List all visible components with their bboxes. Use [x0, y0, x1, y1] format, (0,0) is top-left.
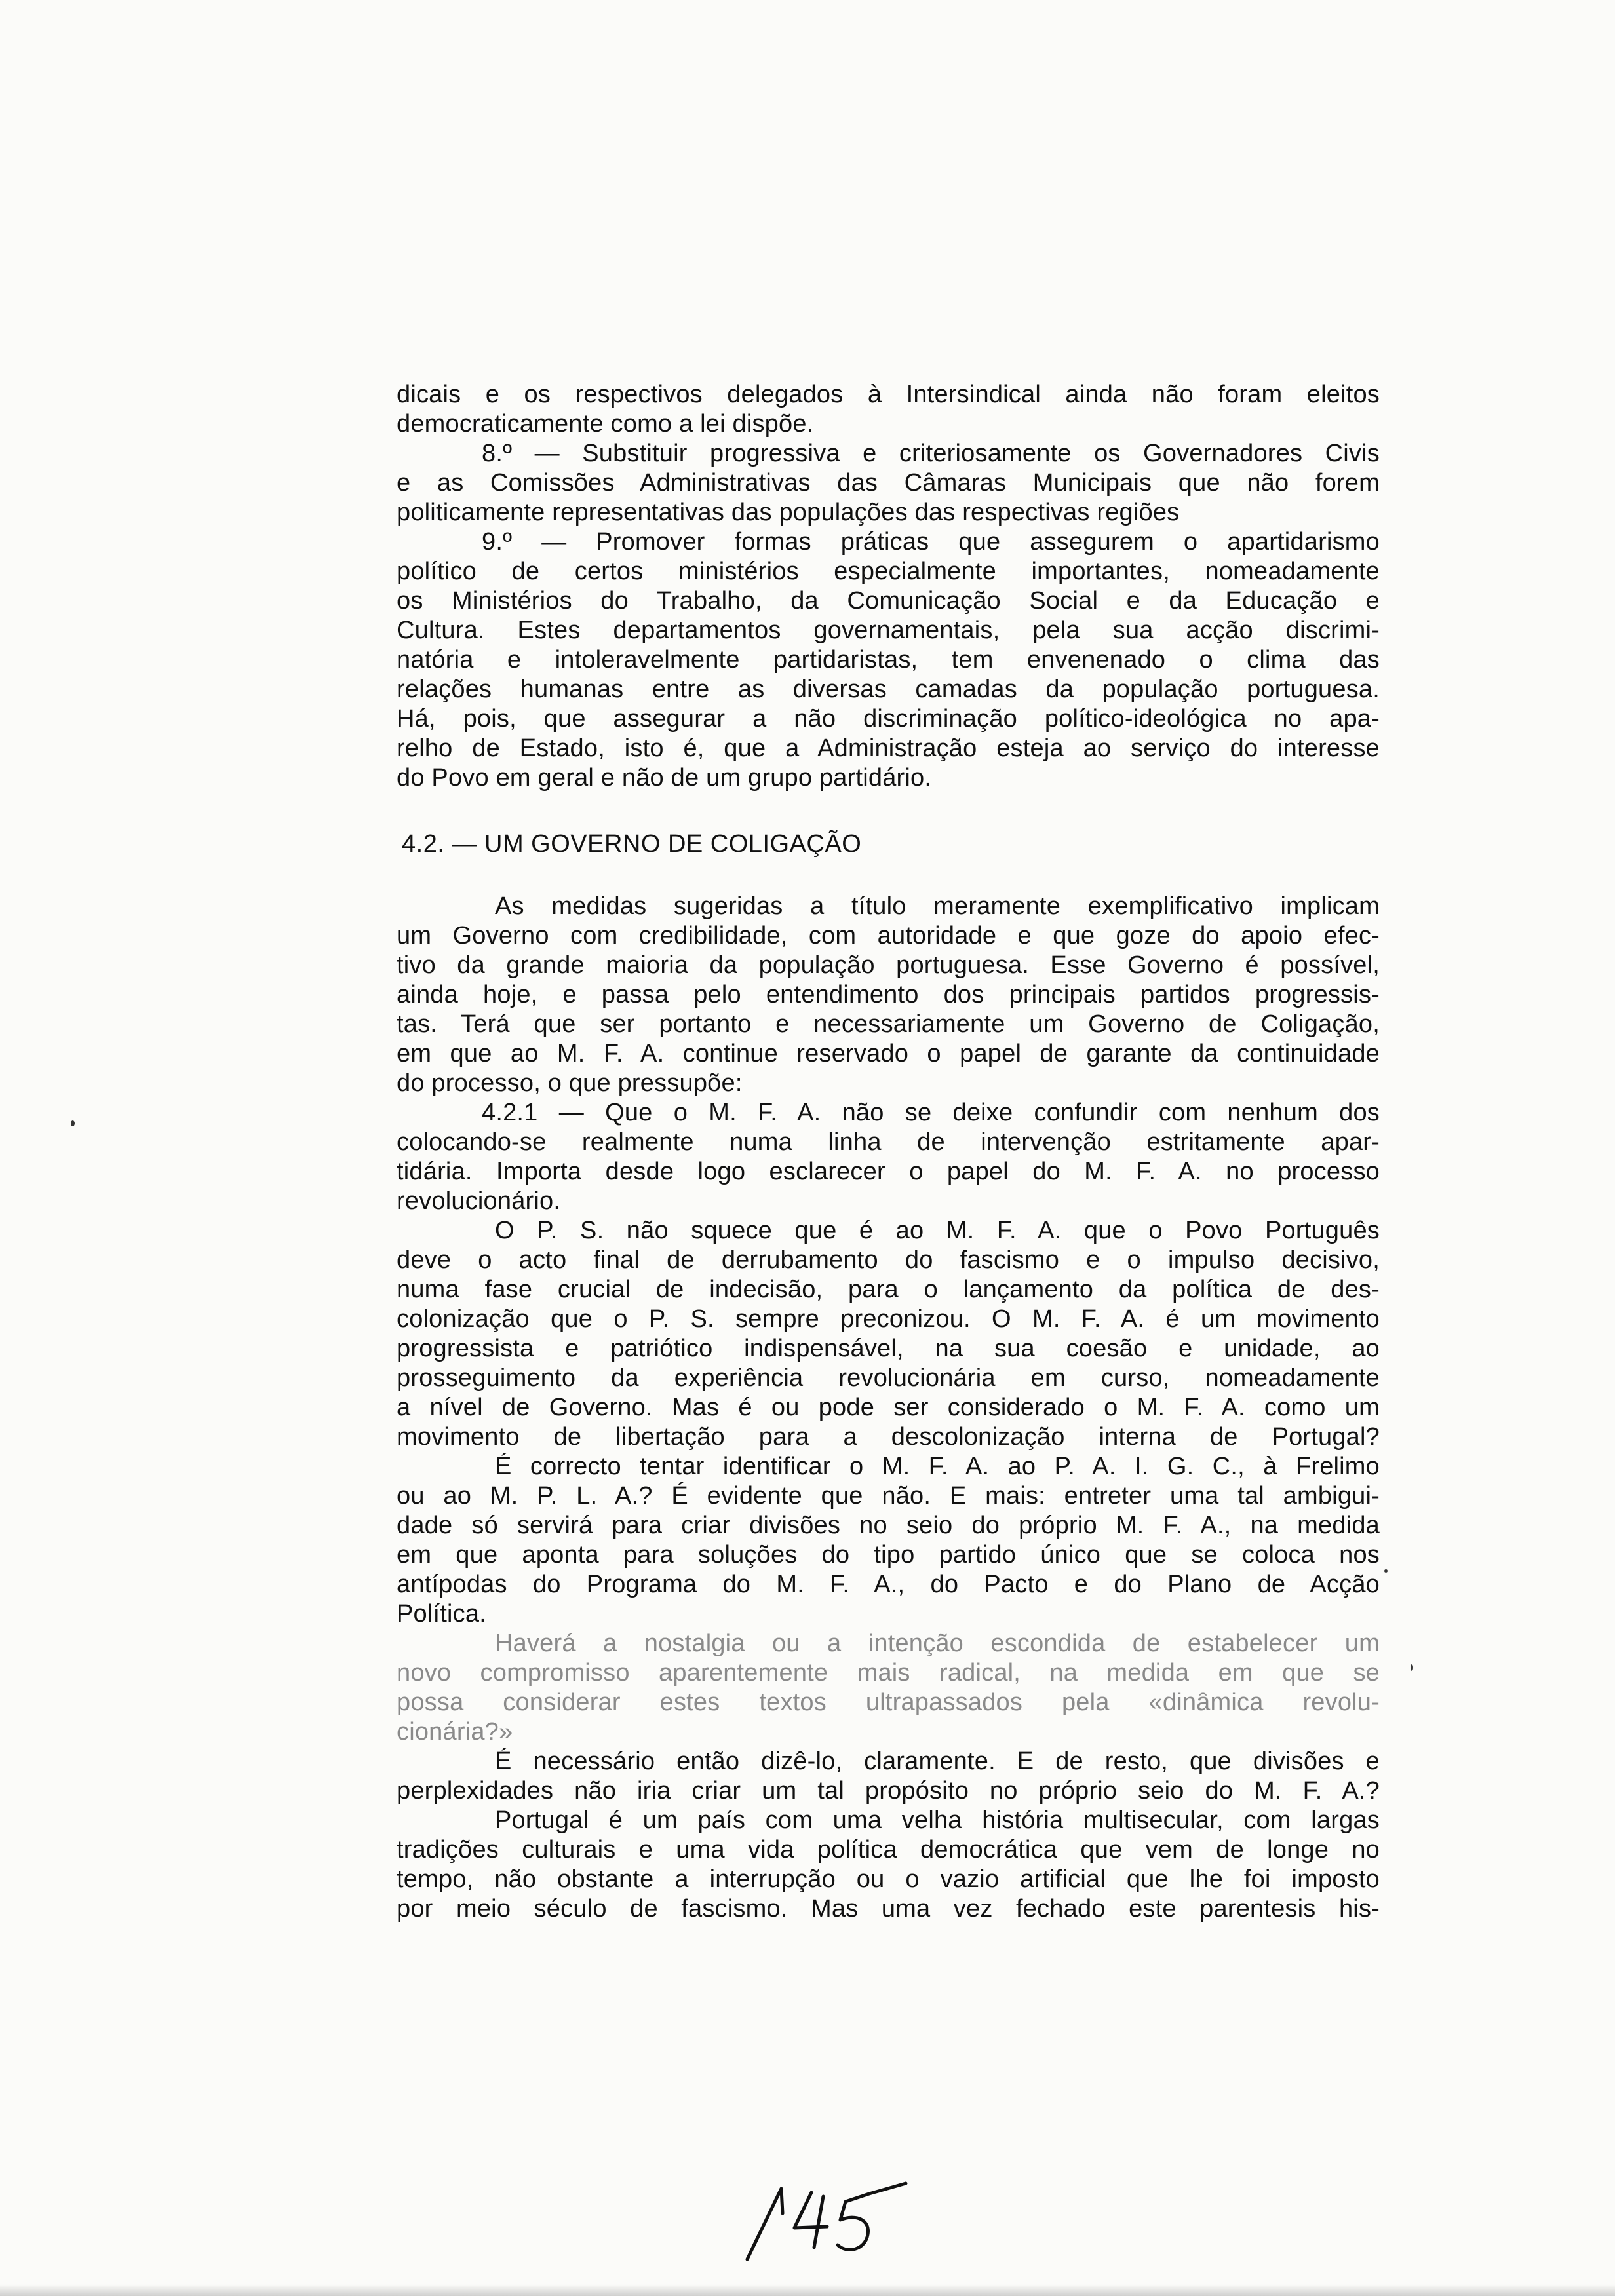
text-line: tempo, não obstante a interrupção ou o vazio artificial que lhe foi imposto [397, 1866, 1380, 1893]
text-line: O P. S. não squece que é ao M. F. A. que o Povo Português [495, 1217, 1380, 1244]
text-line: É correcto tentar identificar o M. F. A. ao P. A. I. G. C., à Frelimo [495, 1453, 1380, 1480]
text-line: do Povo em geral e não de um grupo partidário. [397, 764, 932, 792]
text-line: numa fase crucial de indecisão, para o lançamento da política de des- [397, 1276, 1380, 1303]
text-line: 8.º — Substituir progressiva e criteriosamente os Governadores Civis [482, 440, 1380, 467]
text-line: democraticamente como a lei dispõe. [397, 410, 814, 438]
text-line: Política. [397, 1600, 486, 1628]
text-line: cionária?» [397, 1718, 513, 1746]
text-line: possa considerar estes textos ultrapassados pela «dinâmica revolu- [397, 1689, 1380, 1716]
text-line: Portugal é um país com uma velha história multisecular, com largas [495, 1807, 1380, 1834]
text-line: politicamente representativas das populações das respectivas regiões [397, 499, 1180, 526]
scan-speck [1411, 1664, 1413, 1671]
text-line: 9.º — Promover formas práticas que assegurem o apartidarismo [482, 528, 1380, 556]
text-line: dicais e os respectivos delegados à Intersindical ainda não foram eleitos [397, 381, 1380, 408]
text-line: político de certos ministérios especialmente importantes, nomeadamente [397, 558, 1380, 585]
scan-speck [1384, 1569, 1388, 1573]
text-line: Haverá a nostalgia ou a intenção escondida de estabelecer um [495, 1630, 1380, 1657]
text-line: e as Comissões Administrativas das Câmaras Municipais que não forem [397, 469, 1380, 497]
text-line: antípodas do Programa do M. F. A., do Pacto e do Plano de Acção [397, 1571, 1380, 1598]
text-line: colocando-se realmente numa linha de intervenção estritamente apar- [397, 1128, 1380, 1156]
text-line: relações humanas entre as diversas camadas da população portuguesa. [397, 676, 1380, 703]
text-line: As medidas sugeridas a título meramente exemplificativo implicam [495, 892, 1380, 920]
text-line: tidária. Importa desde logo esclarecer o papel do M. F. A. no processo [397, 1158, 1380, 1185]
text-line: ainda hoje, e passa pelo entendimento dos principais partidos progressis- [397, 981, 1380, 1008]
text-line: É necessário então dizê-lo, claramente. E de resto, que divisões e [495, 1748, 1380, 1775]
text-line: Há, pois, que assegurar a não discriminação político-ideológica no apa- [397, 705, 1380, 733]
section-heading: 4.2. — UM GOVERNO DE COLIGAÇÃO [402, 830, 862, 858]
text-line: dade só servirá para criar divisões no seio do próprio M. F. A., na medida [397, 1512, 1380, 1539]
text-line: Cultura. Estes departamentos governamentais, pela sua acção discrimi- [397, 617, 1380, 644]
text-line: um Governo com credibilidade, com autoridade e que goze do apoio efec- [397, 922, 1380, 949]
handwritten-page-number [741, 2174, 924, 2266]
text-line: perplexidades não iria criar um tal propósito no próprio seio do M. F. A.? [397, 1777, 1380, 1805]
text-line: progressista e patriótico indispensável, na sua coesão e unidade, ao [397, 1335, 1380, 1362]
text-line: ou ao M. P. L. A.? É evidente que não. E mais: entreter uma tal ambigui- [397, 1482, 1380, 1510]
text-line: prosseguimento da experiência revolucionária em curso, nomeadamente [397, 1364, 1380, 1392]
text-line: novo compromisso aparentemente mais radical, na medida em que se [397, 1659, 1380, 1687]
text-line: tivo da grande maioria da população portuguesa. Esse Governo é possível, [397, 951, 1380, 979]
text-line: a nível de Governo. Mas é ou pode ser considerado o M. F. A. como um [397, 1394, 1380, 1421]
text-line: 4.2.1 — Que o M. F. A. não se deixe confundir com nenhum dos [482, 1099, 1380, 1126]
text-line: em que aponta para soluções do tipo partido único que se coloca nos [397, 1541, 1380, 1569]
text-line: movimento de libertação para a descolonização interna de Portugal? [397, 1423, 1380, 1451]
scan-speck [71, 1120, 75, 1126]
text-line: os Ministérios do Trabalho, da Comunicação Social e da Educação e [397, 587, 1380, 615]
text-line: colonização que o P. S. sempre preconizou. O M. F. A. é um movimento [397, 1305, 1380, 1333]
text-line: deve o acto final de derrubamento do fascismo e o impulso decisivo, [397, 1246, 1380, 1274]
text-line: por meio século de fascismo. Mas uma vez fechado este parentesis his- [397, 1895, 1380, 1923]
text-line: tas. Terá que ser portanto e necessariamente um Governo de Coligação, [397, 1010, 1380, 1038]
text-line: natória e intoleravelmente partidaristas, tem envenenado o clima das [397, 646, 1380, 674]
text-line: relho de Estado, isto é, que a Administração esteja ao serviço do interesse [397, 735, 1380, 762]
text-line: do processo, o que pressupõe: [397, 1069, 743, 1097]
scan-bottom-edge [0, 2284, 1615, 2296]
body-text [397, 380, 1380, 1924]
text-line: revolucionário. [397, 1187, 561, 1215]
text-line: tradições culturais e uma vida política democrática que vem de longe no [397, 1836, 1380, 1864]
text-line: em que ao M. F. A. continue reservado o papel de garante da continuidade [397, 1040, 1380, 1067]
